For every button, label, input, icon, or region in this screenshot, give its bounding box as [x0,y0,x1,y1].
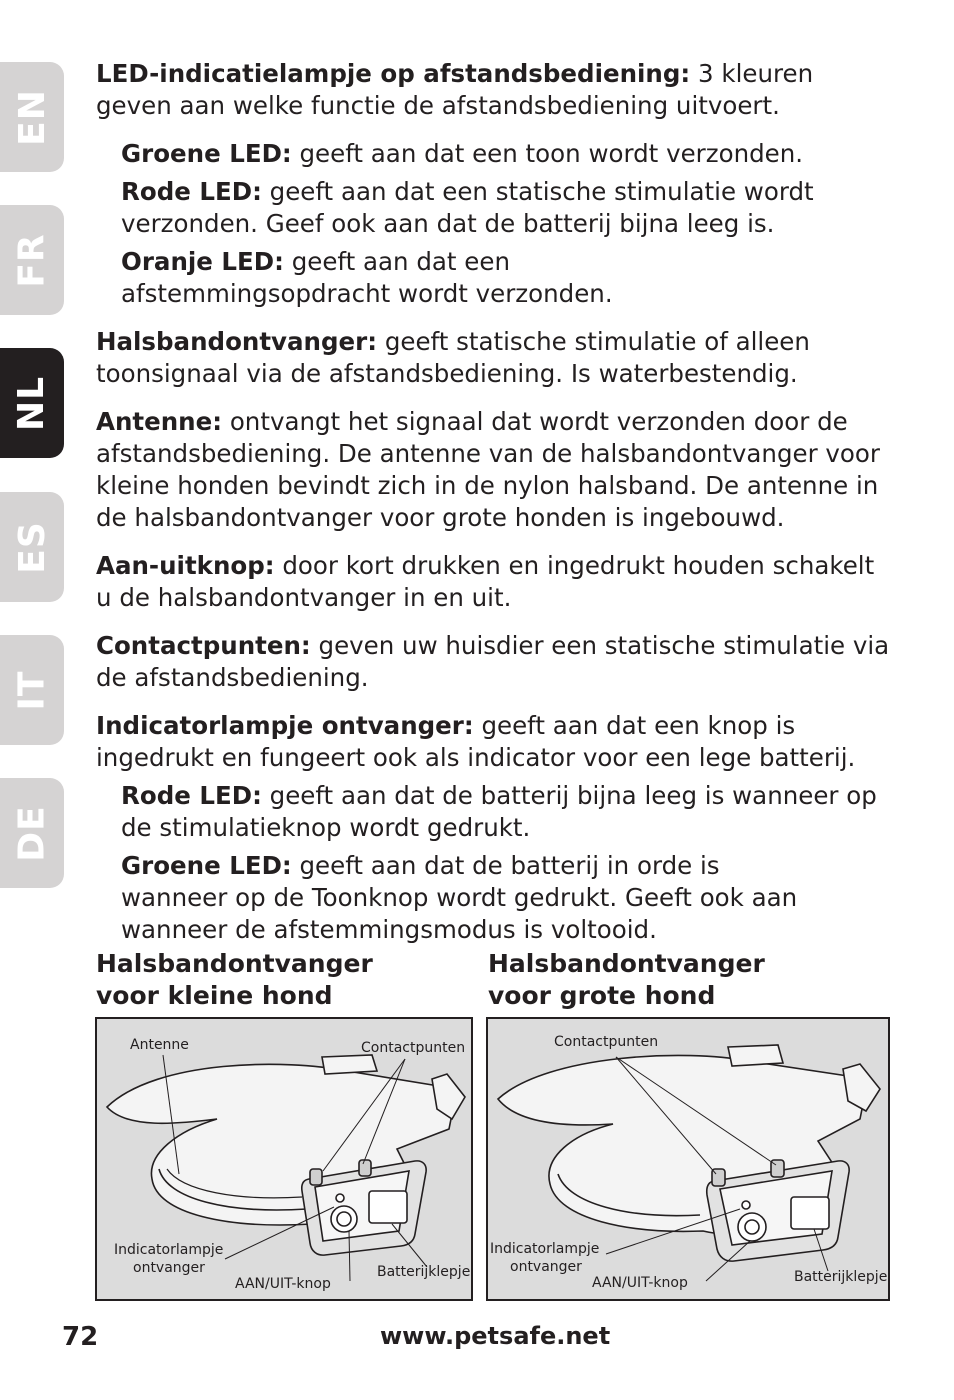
figure-title-line: voor grote hond [488,981,716,1010]
label-power-button: AAN/UIT-knop [235,1276,331,1292]
label-indicator-2: ontvanger [133,1260,205,1276]
label-power-button: AAN/UIT-knop [592,1275,688,1291]
figure-title-line: Halsbandontvanger [488,949,765,978]
label-battery-door: Batterijklepje [794,1269,888,1285]
term: Antenne: [96,407,223,436]
tab-it-label: IT [11,670,53,710]
definition: geeft aan dat een toon wordt verzonden. [291,139,804,168]
figure-small-collar [95,1017,473,1301]
label-antenna: Antenne [130,1037,189,1053]
tab-es-label: ES [11,520,53,574]
sub-green-led-receiver [121,850,806,946]
term: Aan-uitknop: [96,551,275,580]
label-indicator: Indicatorlampje [114,1242,224,1258]
definition: geven uw huisdier een statische stimulatie via de afstandsbediening. [96,631,890,692]
definition: geeft aan dat de batterij bijna leeg is wanneer op de stimulatieknop wordt gedrukt. [121,781,877,842]
sub-red-led-receiver [121,780,896,844]
main-content [96,58,896,952]
definition: 3 kleuren geven aan welke functie de afstandsbediening uitvoert. [96,59,814,120]
paragraph-antenna [96,406,896,534]
tab-es[interactable] [0,492,64,602]
term: Contactpunten: [96,631,311,660]
figure-title-small [96,948,373,1012]
term: Rode LED: [121,781,262,810]
sub-orange-led [121,246,776,310]
figure-title-line: Halsbandontvanger [96,949,373,978]
term: Groene LED: [121,139,292,168]
definition: geeft aan dat een knop is ingedrukt en fungeert ook als indicator voor een lege batterij. [96,711,856,772]
tab-it[interactable] [0,635,64,745]
tab-de-label: DE [11,804,53,862]
tab-fr[interactable] [0,205,64,315]
label-contacts: Contactpunten [361,1040,466,1056]
paragraph-power-button [96,550,896,614]
tab-nl[interactable] [0,348,64,458]
sub-green-led [121,138,896,170]
term: Oranje LED: [121,247,284,276]
paragraph-led-remote [96,58,896,122]
definition: geeft aan dat een afstemmingsopdracht wordt verzonden. [121,247,613,308]
website-url[interactable]: www.petsafe.net [380,1322,611,1350]
sub-red-led [121,176,896,240]
figure-large-collar [486,1017,890,1301]
term: Rode LED: [121,177,262,206]
definition: ontvangt het signaal dat wordt verzonden door de afstandsbediening. De antenne van de halsbandontvanger voor kleine honden bevindt zich in de nylon halsband. De antenne in de halsbandontvanger voor grote honden is ingebouwd. [96,407,880,532]
paragraph-receiver [96,326,896,390]
definition: door kort drukken en ingedrukt houden schakelt u de halsbandontvanger in en uit. [96,551,875,612]
label-battery-door: Batterijklepje [377,1264,471,1280]
tab-en[interactable] [0,62,64,172]
term: Groene LED: [121,851,292,880]
figure-title-large [488,948,765,1012]
label-indicator-2: ontvanger [510,1259,582,1275]
tab-de[interactable] [0,778,64,888]
label-contacts: Contactpunten [554,1034,659,1050]
definition: geeft aan dat een statische stimulatie wordt verzonden. Geef ook aan dat de batterij bijna leeg is. [121,177,814,238]
term: Indicatorlampje ontvanger: [96,711,474,740]
term: LED-indicatielampje op afstandsbediening: [96,59,691,88]
label-indicator: Indicatorlampje [490,1241,600,1257]
paragraph-contacts [96,630,896,694]
page-number: 72 [62,1322,99,1352]
tab-en-label: EN [11,88,53,146]
figure-title-line: voor kleine hond [96,981,333,1010]
term: Halsbandontvanger: [96,327,378,356]
tab-fr-label: FR [11,232,53,288]
definition: geeft aan dat de batterij in orde is wanneer op de Toonknop wordt gedrukt. Geeft ook aan wanneer de afstemmingsmodus is voltooid. [121,851,798,944]
definition: geeft statische stimulatie of alleen toonsignaal via de afstandsbediening. Is waterbestendig. [96,327,810,388]
paragraph-indicator [96,710,896,774]
tab-nl-label: NL [11,375,53,431]
